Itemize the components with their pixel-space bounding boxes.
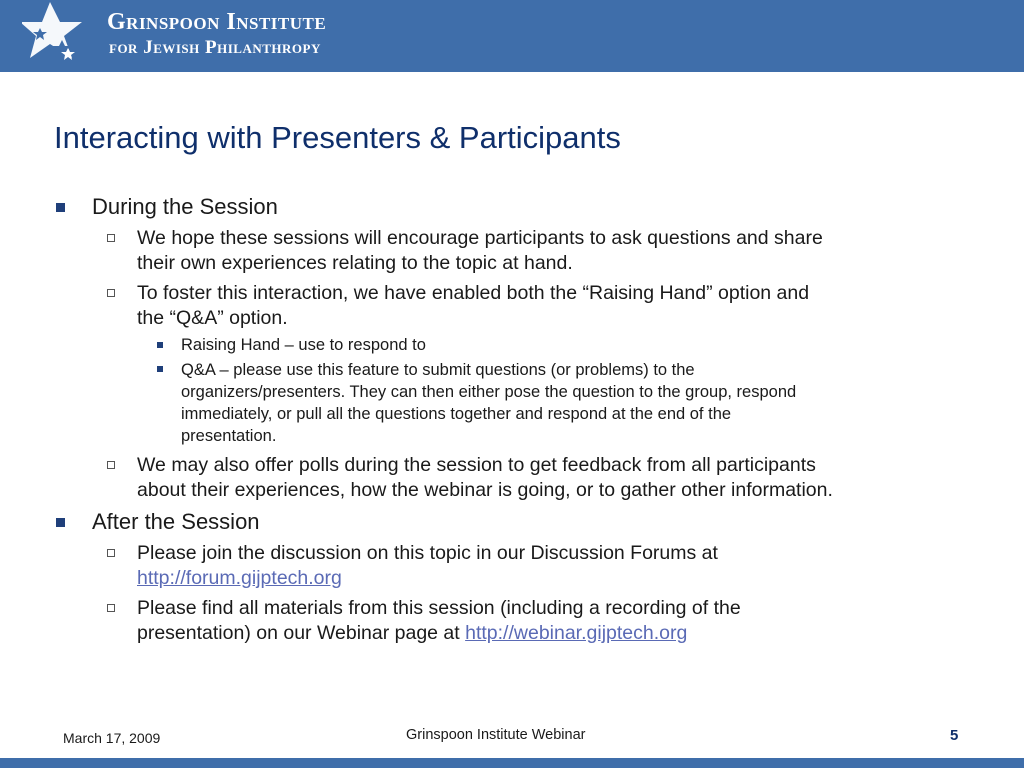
bullet-materials <box>137 596 967 646</box>
text-line: Raising Hand – use to respond to <box>181 336 426 354</box>
small-square-bullet-icon <box>157 366 163 372</box>
text-line: presentation) on our Webinar page at <box>137 622 466 644</box>
text-line: their own experiences relating to the topic at hand. <box>137 252 573 274</box>
text-line: immediately, or pull all the questions together and respond at the end of the <box>181 405 732 423</box>
text-line: Q&A – please use this feature to submit questions (or problems) to the <box>181 361 695 379</box>
text-line: To foster this interaction, we have enabled both the “Raising Hand” option and <box>137 282 810 304</box>
hollow-square-bullet-icon <box>107 604 115 612</box>
text-line: Please find all materials from this session (including a recording of the <box>137 597 741 619</box>
logo-line-2: for Jewish Philanthropy <box>109 37 321 58</box>
bullet-foster-interaction <box>137 281 967 331</box>
sub-bullet-raising-hand <box>181 334 961 356</box>
text-line: about their experiences, how the webinar is going, or to gather other information. <box>137 479 833 501</box>
bullet-polls <box>137 453 967 503</box>
page-number: 5 <box>950 727 959 744</box>
slide-title: Interacting with Presenters & Participants <box>54 120 621 155</box>
logo-line-1: Grinspoon Institute <box>107 9 327 35</box>
text-line: presentation. <box>181 427 277 445</box>
text-line: the “Q&A” option. <box>137 307 288 329</box>
text-line: We may also offer polls during the session to get feedback from all participants <box>137 454 816 476</box>
square-bullet-icon <box>56 203 65 212</box>
footer-bar <box>0 758 1024 768</box>
hollow-square-bullet-icon <box>107 549 115 557</box>
webinar-link[interactable]: http://webinar.gijptech.org <box>465 622 688 644</box>
header-banner <box>0 0 1024 72</box>
institute-logo-text <box>107 10 326 60</box>
footer-title: Grinspoon Institute Webinar <box>406 727 586 743</box>
hollow-square-bullet-icon <box>107 289 115 297</box>
text-line: We hope these sessions will encourage participants to ask questions and share <box>137 227 823 249</box>
bullet-encourage-questions <box>137 226 967 276</box>
hollow-square-bullet-icon <box>107 461 115 469</box>
forum-link[interactable]: http://forum.gijptech.org <box>137 567 342 589</box>
footer-date: March 17, 2009 <box>63 730 161 746</box>
bullet-discussion-forums <box>137 541 967 591</box>
hollow-square-bullet-icon <box>107 234 115 242</box>
section-heading-during: During the Session <box>92 194 278 219</box>
star-logo-icon <box>22 0 102 72</box>
square-bullet-icon <box>56 518 65 527</box>
section-heading-after: After the Session <box>92 509 260 534</box>
text-line: Please join the discussion on this topic in our Discussion Forums at <box>137 542 718 564</box>
small-square-bullet-icon <box>157 342 163 348</box>
sub-bullet-qa <box>181 359 961 447</box>
text-line: organizers/presenters. They can then either pose the question to the group, respond <box>181 383 797 401</box>
